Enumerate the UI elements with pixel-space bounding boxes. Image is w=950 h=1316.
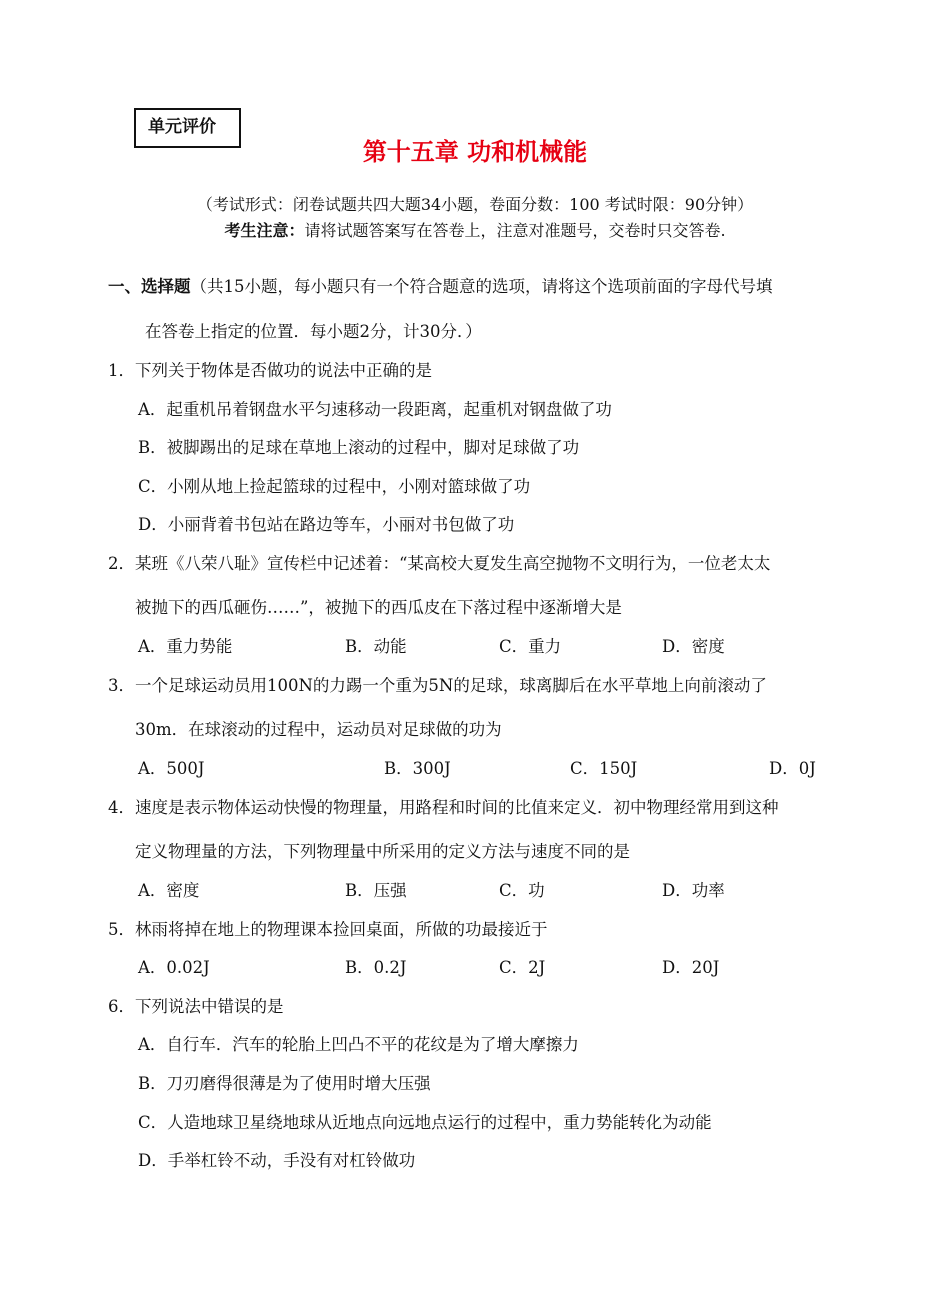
question-5-stem: 5．林雨将掉在地上的物理课本捡回桌面，所做的功最接近于	[108, 920, 548, 939]
notice-label: 考生注意：	[224, 221, 305, 240]
question-6-option-a: A．自行车．汽车的轮胎上凹凸不平的花纹是为了增大摩擦力	[138, 1035, 579, 1054]
question-2-option-c: C．重力	[499, 637, 562, 656]
question-1-stem: 1．下列关于物体是否做功的说法中正确的是	[108, 361, 432, 380]
question-6-option-d: D．手举杠铃不动，手没有对杠铃做功	[138, 1151, 416, 1170]
question-2-option-d: D．密度	[662, 637, 725, 656]
question-5-option-a: A．0.02J	[138, 958, 210, 977]
question-2-stem-cont: 被抛下的西瓜砸伤……”，被抛下的西瓜皮在下落过程中逐渐增大是	[135, 598, 622, 617]
notice-text: 请将试题答案写在答卷上，注意对准题号，交卷时只交答卷.	[304, 221, 726, 240]
question-2-stem: 2．某班《八荣八耻》宣传栏中记述着：“某高校大夏发生高空抛物不文明行为，一位老太太	[108, 554, 771, 573]
chapter-title: 第十五章 功和机械能	[362, 138, 588, 166]
question-5-option-c: C．2J	[499, 958, 546, 977]
exam-info: （考试形式：闭卷试题共四大题34小题，卷面分数：100 考试时限：90分钟）	[196, 195, 754, 214]
question-2-option-a: A．重力势能	[138, 637, 233, 656]
question-3-option-a: A．500J	[138, 759, 205, 778]
question-3-option-b: B．300J	[384, 759, 451, 778]
question-5-option-b: B．0.2J	[345, 958, 407, 977]
question-5-option-d: D．20J	[662, 958, 720, 977]
unit-evaluation-label: 单元评价	[134, 108, 241, 148]
question-1-option-b: B．被脚踢出的足球在草地上滚动的过程中，脚对足球做了功	[138, 438, 580, 457]
question-2-option-b: B．动能	[345, 637, 407, 656]
section-heading-line	[108, 273, 773, 297]
question-6-stem: 6．下列说法中错误的是	[108, 997, 284, 1016]
section-desc: （共15小题，每小题只有一个符合题意的选项，请将这个选项前面的字母代号填	[190, 277, 773, 296]
question-6-option-c: C．人造地球卫星绕地球从近地点向远地点运行的过程中，重力势能转化为动能	[138, 1113, 712, 1132]
section-desc-cont: 在答卷上指定的位置．每小题2分，计30分．）	[145, 322, 482, 341]
question-3-stem: 3．一个足球运动员用100N的力踢一个重为5N的足球，球离脚后在水平草地上向前滚动了	[108, 676, 767, 695]
question-3-option-d: D．0J	[769, 759, 816, 778]
question-4-option-d: D．功率	[662, 881, 725, 900]
section-heading: 一、选择题	[108, 277, 191, 296]
question-4-option-b: B．压强	[345, 881, 407, 900]
question-4-stem-cont: 定义物理量的方法，下列物理量中所采用的定义方法与速度不同的是	[135, 842, 630, 861]
question-1-option-a: A．起重机吊着钢盘水平匀速移动一段距离，起重机对钢盘做了功	[138, 400, 612, 419]
notice-line	[0, 218, 950, 241]
question-3-stem-cont: 30m．在球滚动的过程中，运动员对足球做的功为	[135, 720, 502, 739]
question-4-option-c: C．功	[499, 881, 545, 900]
question-6-option-b: B．刀刃磨得很薄是为了使用时增大压强	[138, 1074, 431, 1093]
question-1-option-c: C．小刚从地上捡起篮球的过程中，小刚对篮球做了功	[138, 477, 531, 496]
question-3-option-c: C．150J	[570, 759, 638, 778]
question-4-stem: 4．速度是表示物体运动快慢的物理量，用路程和时间的比值来定义．初中物理经常用到这种	[108, 798, 779, 817]
question-1-option-d: D．小丽背着书包站在路边等车，小丽对书包做了功	[138, 515, 515, 534]
question-4-option-a: A．密度	[138, 881, 200, 900]
